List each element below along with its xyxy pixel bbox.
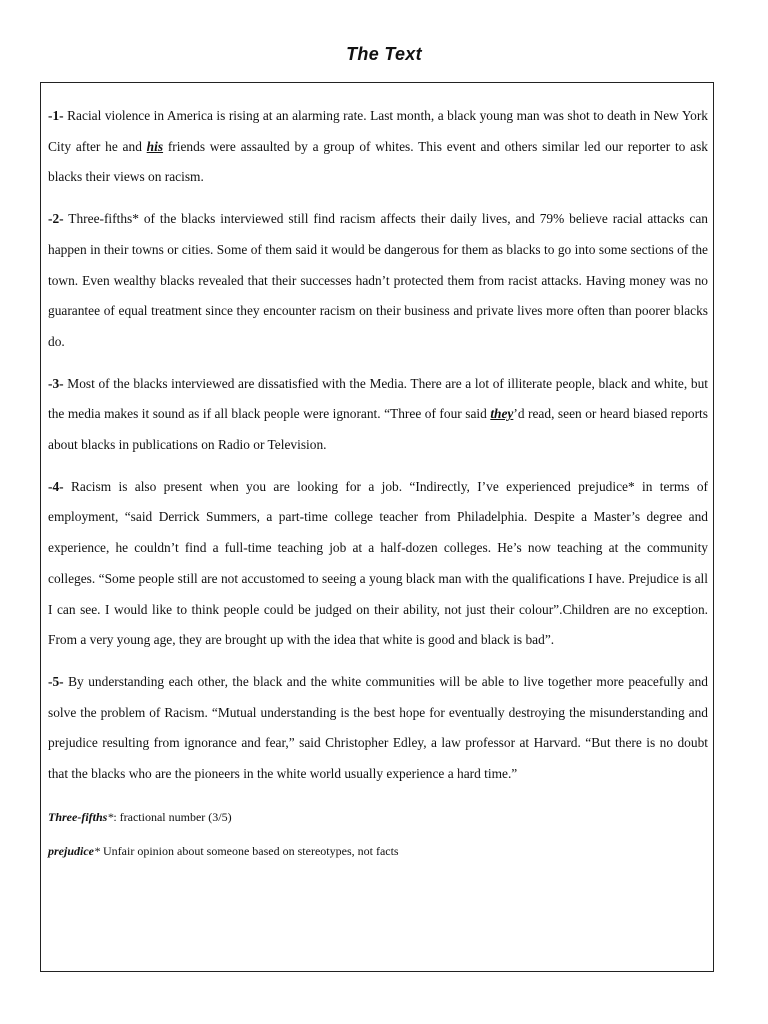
paragraph-text: Racial violence in America is rising at an alarming rate. Last month, a black young man was shot to death in New York City after he and — [48, 108, 708, 154]
reference-word-they: they — [490, 406, 514, 422]
page-title: The Text — [346, 44, 422, 64]
paragraph-text: ’d read, seen or heard biased reports about blacks in publications on Radio or Television. — [48, 406, 708, 453]
paragraph-1 — [48, 101, 708, 193]
paragraph-4 — [48, 472, 708, 656]
glossary-term: prejudice — [48, 843, 94, 858]
glossary-asterisk: * — [107, 809, 114, 824]
reference-word-his: his — [146, 138, 164, 154]
glossary-term: Three-fifths — [48, 809, 108, 824]
paragraph-number: -3- — [48, 375, 64, 391]
glossary-asterisk: * — [94, 843, 100, 858]
paragraph-number: -4- — [48, 478, 64, 494]
glossary-note — [48, 808, 708, 826]
paragraph-3 — [48, 369, 708, 461]
text-body — [48, 101, 708, 876]
paragraph-text: Most of the blacks interviewed are dissatisfied with the Media. There are a lot of illiterate people, black and white, but the media makes it sound as if all black people were ignorant. “Three of four said — [48, 375, 708, 422]
paragraph-number: -2- — [48, 211, 64, 227]
paragraph-5 — [48, 667, 708, 790]
glossary-definition: : fractional number (3/5) — [113, 809, 232, 824]
paragraph-text: By understanding each other, the black and the white communities will be able to live together more peacefully and solve the problem of Racism. “Mutual understanding is the best hope for eventually destroying the misunderstanding and prejudice resulting from ignorance and fear,” said Christopher Edley, a law professor at Harvard. “But there is no doubt that the blacks who are the pioneers in the white world usually experience a hard time.” — [48, 673, 708, 782]
glossary-notes — [48, 808, 708, 860]
paragraph-number: -1- — [48, 108, 64, 123]
glossary-definition: Unfair opinion about someone based on stereotypes, not facts — [100, 843, 399, 858]
paragraph-text: friends were assaulted by a group of whites. This event and others similar led our reporter to ask blacks their views on racism. — [48, 138, 708, 185]
paragraph-2 — [48, 204, 708, 358]
paragraph-text: Three-fifths* of the blacks interviewed still find racism affects their daily lives, and 79% believe racial attacks can happen in their towns or cities. Some of them said it would be dangerous for them as blacks to go into some sections of the town. Even wealthy blacks revealed that their successes hadn’t protected them from racist attacks. Having money was no guarantee of equal treatment since they encounter racism on their business and private lives more often than poorer blacks do. — [48, 211, 708, 349]
glossary-note — [48, 842, 708, 860]
paragraph-number: -5- — [48, 673, 64, 689]
paragraph-text: Racism is also present when you are looking for a job. “Indirectly, I’ve experienced prejudice* in terms of employment, “said Derrick Summers, a part-time college teacher from Philadelphia. Despite a Master’s degree and experience, he couldn’t find a full-time teaching job at a half-dozen colleges. He’s now teaching at the community colleges. “Some people still are not accustomed to seeing a young black man with the qualifications I have. Prejudice is all I can see. I would like to think people could be judged on their ability, not just their colour”.Children are no exception. From a very young age, they are brought up with the idea that white is good and black is bad”. — [48, 478, 708, 648]
